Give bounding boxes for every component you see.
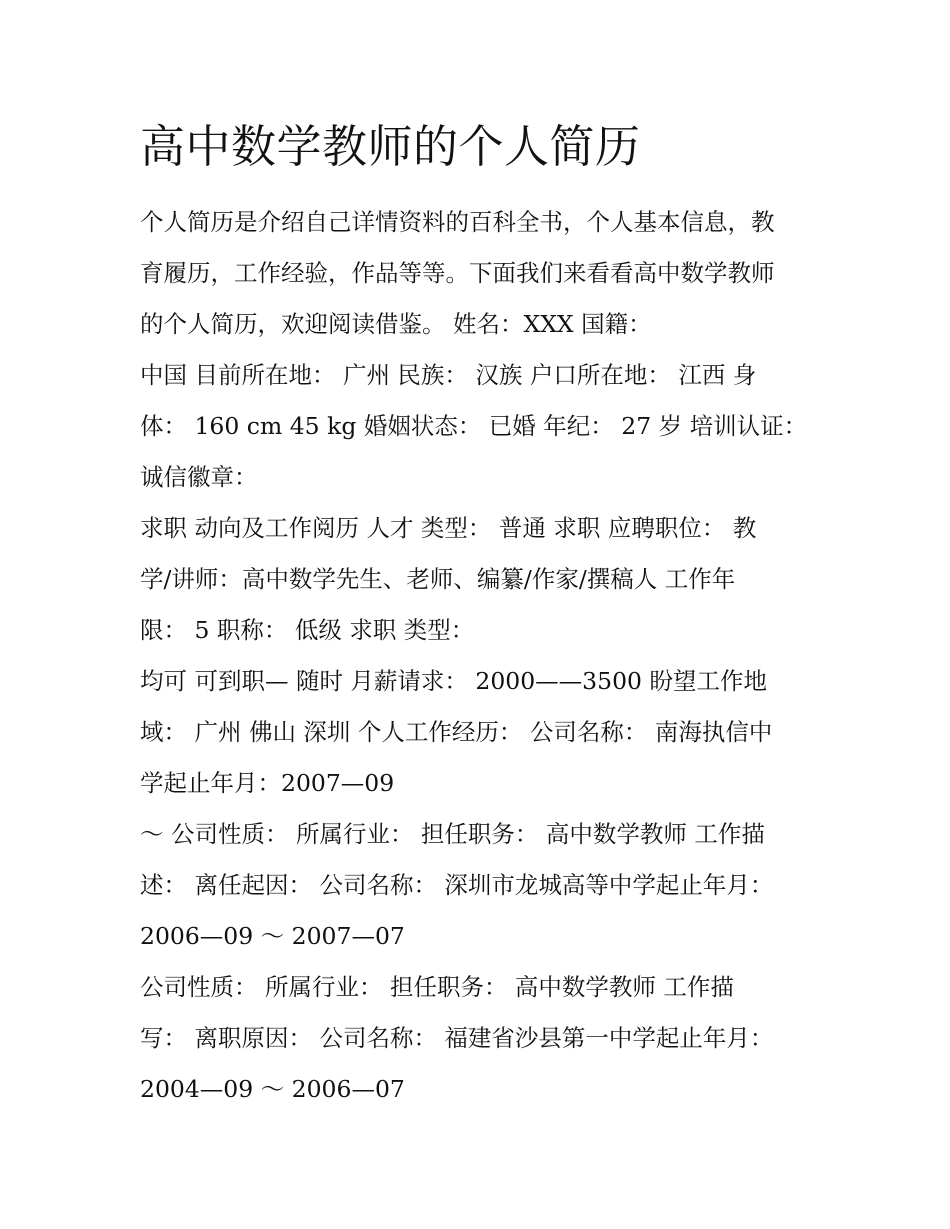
body-line: 的个人简历，欢迎阅读借鉴。 姓名：XXX 国籍：	[140, 310, 652, 338]
body-line: ～ 公司性质： 所属行业： 担任职务： 高中数学教师 工作描	[140, 820, 765, 848]
body-line: 均可 可到职— 随时 月薪请求： 2000——3500 盼望工作地	[140, 667, 767, 695]
body-line: 学起止年月：2007—09	[140, 769, 395, 797]
body-line: 诚信徽章：	[140, 463, 258, 491]
body-line: 域： 广州 佛山 深圳 个人工作经历： 公司名称： 南海执信中	[140, 718, 773, 746]
document-body	[140, 197, 830, 1115]
body-line: 中国 目前所在地： 广州 民族： 汉族 户口所在地： 江西 身	[140, 361, 757, 389]
document-title: 高中数学教师的个人简历	[140, 120, 641, 173]
body-line: 求职 动向及工作阅历 人才 类型： 普通 求职 应聘职位： 教	[140, 514, 757, 542]
body-line: 个人简历是介绍自己详情资料的百科全书，个人基本信息，教	[140, 208, 775, 236]
body-line: 述： 离任起因： 公司名称： 深圳市龙城高等中学起止年月：	[140, 871, 774, 899]
body-line: 2004—09 ～ 2006—07	[140, 1075, 405, 1103]
body-line: 育履历，工作经验，作品等等。下面我们来看看高中数学教师	[140, 259, 775, 287]
body-line: 限： 5 职称： 低级 求职 类型：	[140, 616, 475, 644]
body-line: 写： 离职原因： 公司名称： 福建省沙县第一中学起止年月：	[140, 1024, 774, 1052]
body-line: 学/讲师：高中数学先生、老师、编纂/作家/撰稿人 工作年	[140, 565, 736, 593]
body-line: 2006—09 ～ 2007—07	[140, 922, 405, 950]
body-line: 体： 160 cm 45 kg 婚姻状态： 已婚 年纪： 27 岁 培训认证：	[140, 412, 808, 440]
body-line: 公司性质： 所属行业： 担任职务： 高中数学教师 工作描	[140, 973, 734, 1001]
